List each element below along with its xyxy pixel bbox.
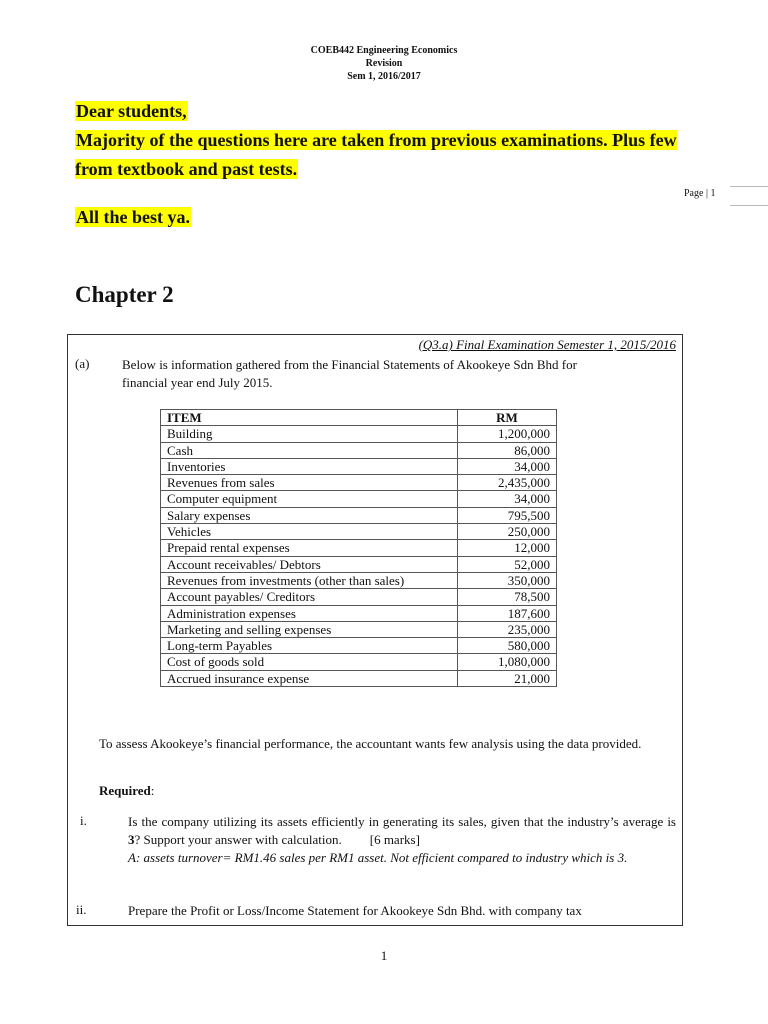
rm-cell: 187,600 [458, 605, 557, 621]
rm-cell: 78,500 [458, 589, 557, 605]
item-cell: Administration expenses [161, 605, 458, 621]
question-intro: Below is information gathered from the Financial Statements of Akookeye Sdn Bhd for financial year end July 2015. [122, 357, 577, 390]
chapter-title: Chapter 2 [75, 282, 174, 307]
item-cell: Computer equipment [161, 491, 458, 507]
notice-message: Majority of the questions here are taken from previous examinations. Plus few from textbook and past tests. [75, 130, 677, 179]
table-row [161, 654, 557, 670]
rm-cell: 2,435,000 [458, 475, 557, 491]
rm-cell: 86,000 [458, 442, 557, 458]
table-row [161, 670, 557, 686]
financial-table [160, 409, 557, 687]
part-marks: [6 marks] [369, 832, 420, 847]
table-row [161, 589, 557, 605]
table-row [161, 426, 557, 442]
required-label: Required [99, 783, 151, 798]
item-cell: Account receivables/ Debtors [161, 556, 458, 572]
item-cell: Account payables/ Creditors [161, 589, 458, 605]
part-question-end: ? Support your answer with calculation. [134, 832, 342, 847]
part-text [128, 813, 676, 867]
semester-label: Sem 1, 2016/2017 [347, 71, 421, 82]
rm-cell: 12,000 [458, 540, 557, 556]
rm-cell: 350,000 [458, 572, 557, 588]
table-row [161, 638, 557, 654]
rm-cell: 1,200,000 [458, 426, 557, 442]
table-row [161, 621, 557, 637]
notice-greeting: Dear students, [76, 101, 187, 121]
rm-cell: 1,080,000 [458, 654, 557, 670]
table-header-row [161, 410, 557, 426]
rm-cell: 34,000 [458, 491, 557, 507]
table-row [161, 458, 557, 474]
document-subtitle: Revision [365, 58, 403, 69]
question-label: (a) [75, 356, 90, 371]
notice-closing: All the best ya. [76, 207, 190, 227]
item-cell: Long-term Payables [161, 638, 458, 654]
table-row [161, 491, 557, 507]
table-row [161, 572, 557, 588]
item-cell: Cash [161, 442, 458, 458]
table-header-rm: RM [458, 410, 557, 426]
item-cell: Inventories [161, 458, 458, 474]
item-cell: Cost of goods sold [161, 654, 458, 670]
rm-cell: 580,000 [458, 638, 557, 654]
industry-average-value: 3 [128, 832, 135, 847]
part-text: Prepare the Profit or Loss/Income Statement for Akookeye Sdn Bhd. with company tax [128, 903, 582, 918]
question-source: (Q3.a) Final Examination Semester 1, 2015/2016 [418, 337, 676, 352]
item-cell: Marketing and selling expenses [161, 621, 458, 637]
notice-block [75, 97, 705, 184]
table-row [161, 442, 557, 458]
table-header-item: ITEM [161, 410, 458, 426]
part-number: i. [80, 813, 87, 828]
part-number: ii. [76, 902, 87, 917]
item-cell: Prepaid rental expenses [161, 540, 458, 556]
item-cell: Revenues from sales [161, 475, 458, 491]
item-cell: Accrued insurance expense [161, 670, 458, 686]
rm-cell: 21,000 [458, 670, 557, 686]
part-question: Is the company utilizing its assets efficiently in generating its sales, given that the industry’s average is [128, 814, 676, 829]
part-answer: A: assets turnover= RM1.46 sales per RM1 asset. Not efficient compared to industry which is 3. [128, 850, 628, 865]
assessment-paragraph: To assess Akookeye’s financial performance, the accountant wants few analysis using the data provided. [99, 736, 642, 751]
page-indicator: Page | 1 [684, 188, 716, 199]
table-row [161, 507, 557, 523]
document-header [0, 44, 768, 83]
rm-cell: 235,000 [458, 621, 557, 637]
notice-closing-block [75, 205, 191, 229]
page-number: 1 [380, 948, 388, 963]
item-cell: Salary expenses [161, 507, 458, 523]
table-row [161, 556, 557, 572]
item-cell: Revenues from investments (other than sales) [161, 572, 458, 588]
table-row [161, 524, 557, 540]
table-row [161, 605, 557, 621]
rm-cell: 34,000 [458, 458, 557, 474]
required-colon: : [150, 783, 155, 798]
item-cell: Building [161, 426, 458, 442]
page-indicator-rule [730, 186, 768, 206]
table-row [161, 475, 557, 491]
rm-cell: 795,500 [458, 507, 557, 523]
item-cell: Vehicles [161, 524, 458, 540]
rm-cell: 52,000 [458, 556, 557, 572]
table-row [161, 540, 557, 556]
rm-cell: 250,000 [458, 524, 557, 540]
required-heading [99, 783, 154, 799]
course-title: COEB442 Engineering Economics [310, 45, 458, 56]
